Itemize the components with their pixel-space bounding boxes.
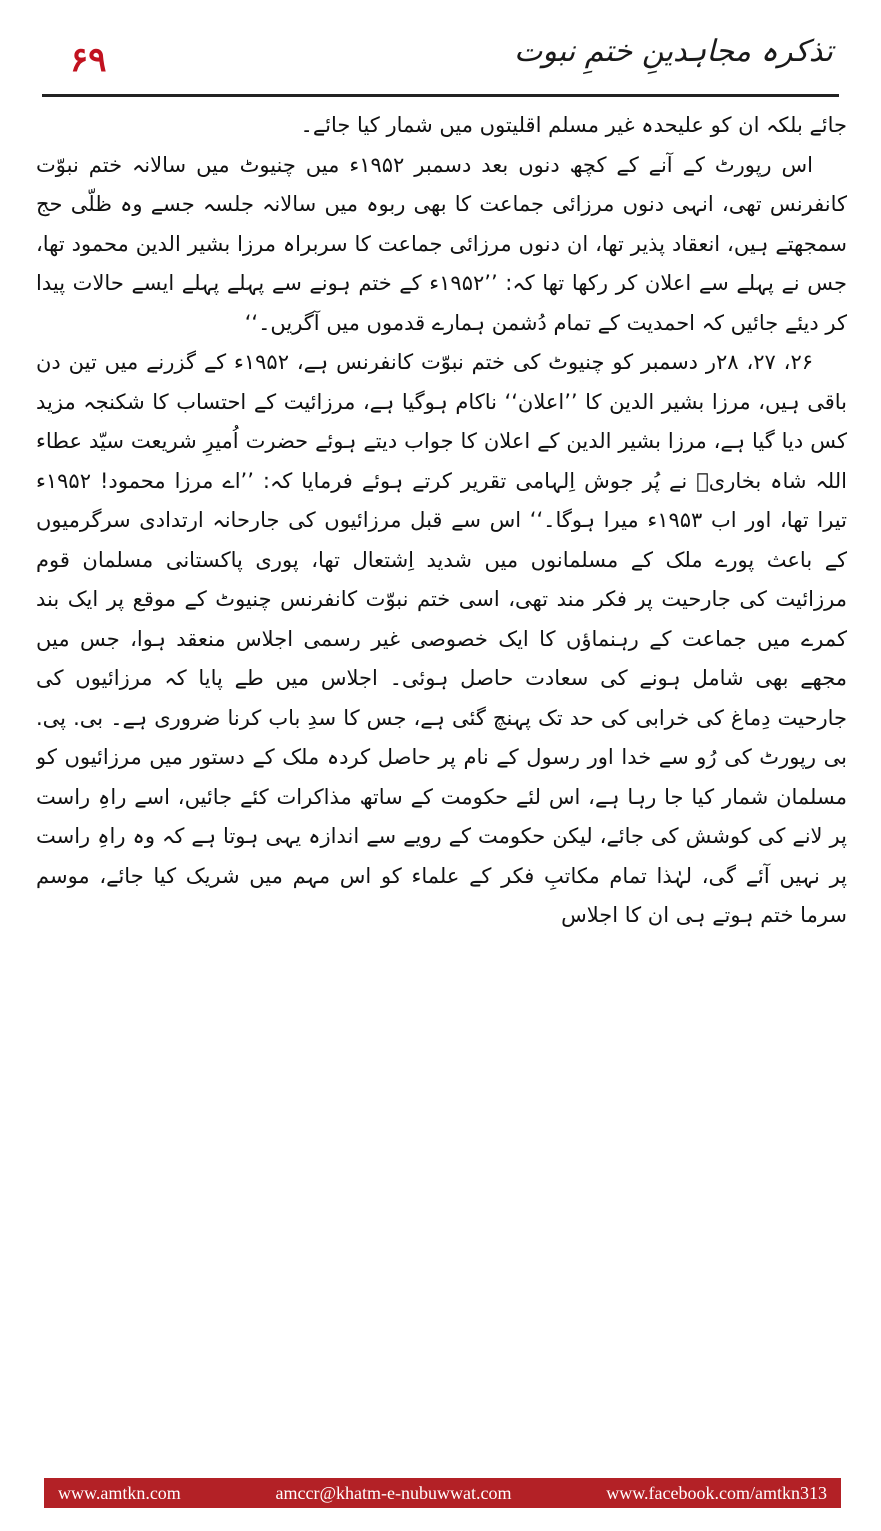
paragraph: جائے بلکہ ان کو علیحدہ غیر مسلم اقلیتوں میں شمار کیا جائے۔ xyxy=(300,113,847,137)
page-number: ۶۹ xyxy=(70,40,107,80)
footer-facebook-link[interactable]: www.facebook.com/amtkn313 xyxy=(606,1482,827,1503)
footer-bar xyxy=(44,1478,841,1508)
footer-email-link[interactable]: amccr@khatm-e-nubuwwat.com xyxy=(275,1482,512,1503)
page-body xyxy=(36,106,847,1462)
page-header xyxy=(42,28,839,90)
paragraph: اس رپورٹ کے آنے کے کچھ دنوں بعد دسمبر ۱۹۵۲ء میں چنیوٹ میں سالانہ ختم نبوّت کانفرنس تھی، انہی دنوں مرزائی جماعت کا بھی ربوہ میں سالانہ جلسہ جسے وہ ظلّی حج سمجھتے ہیں، انعقاد پذیر تھا، ان دنوں مرزائی جماعت کا سربراہ مرزا بشیر الدین محمود تھا، جس نے پہلے سے اعلان کر رکھا تھا کہ: ’’۱۹۵۲ء کے ختم ہونے سے پہلے پہلے ایسے حالات پیدا کر دیئے جائیں کہ احمدیت کے تمام دُشمن ہمارے قدموں میں آگریں۔‘‘ xyxy=(36,152,847,335)
header-divider xyxy=(42,94,839,97)
running-title: تذکرہ مجاہدینِ ختمِ نبوت xyxy=(514,34,833,69)
footer-website-link[interactable]: www.amtkn.com xyxy=(58,1482,181,1503)
paragraph: ۲۶، ۲۷، ۲۸ر دسمبر کو چنیوٹ کی ختم نبوّت کانفرنس ہے، ۱۹۵۲ء کے گزرنے میں تین دن باقی ہیں، مرزا بشیر الدین کا ’’اعلان‘‘ ناکام ہوگیا ہے، مرزائیت کے احتساب کا شکنجہ مزید کس دیا گیا ہے، مرزا بشیر الدین کے اعلان کا جواب دیتے ہوئے حضرت اُمیرِ شریعت سیّد عطاء اللہ شاہ بخاریؒ نے پُر جوش اِلہامی تقریر کرتے ہوئے فرمایا کہ: ’’اے مرزا محمود! ۱۹۵۲ء تیرا تھا، اور اب ۱۹۵۳ء میرا ہوگا۔‘‘ اس سے قبل مرزائیوں کی جارحانہ ارتدادی سرگرمیوں کے باعث پورے ملک کے مسلمانوں میں شدید اِشتعال تھا، پوری پاکستانی مسلمان قوم مرزائیت کی جارحیت پر فکر مند تھی، اسی ختم نبوّت کانفرنس چنیوٹ کے موقع پر ایک بند کمرے میں جماعت کے رہنماؤں کا ایک خصوصی غیر رسمی اجلاس منعقد ہوا، جس میں مجھے بھی شامل ہونے کی سعادت حاصل ہوئی۔ اجلاس میں طے پایا کہ مرزائیوں کی جارحیت دِماغ کی خرابی کی حد تک پہنچ گئی ہے، جس کا سدِ باب کرنا ضروری ہے۔ بی. پی. بی رپورٹ کی رُو سے خدا اور رسول کے نام پر حاصل کردہ ملک کے دستور میں مرزائیوں کو مسلمان شمار کیا جا رہا ہے، اس لئے حکومت کے ساتھ مذاکرات کئے جائیں، اسے راہِ راست پر لانے کی کوشش کی جائے، لیکن حکومت کے رویے سے اندازہ یہی ہوتا ہے کہ وہ راہِ راست پر نہیں آئے گی، لہٰذا تمام مکاتبِ فکر کے علماء کو اس مہم میں شریک کیا جائے، موسم سرما ختم ہوتے ہی ان کا اجلاس xyxy=(36,350,847,927)
